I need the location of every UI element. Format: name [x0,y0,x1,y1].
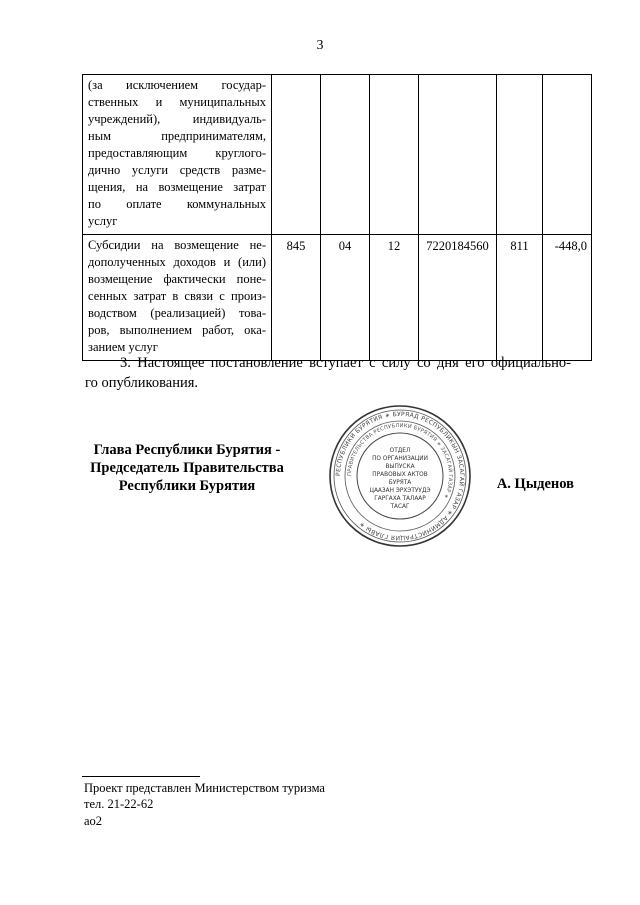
table-cell-target-item: 7220184560 [419,235,497,361]
table-cell-description [83,75,272,235]
table-cell-line: Субсидии на возмещение не- [88,238,266,252]
table-cell-target-item [419,75,497,235]
seal-ring-lettering: ПРАВИТЕЛЬСТВА РЕСПУБЛИКИ БУРЯТИЯ ∗ ЗАСАГАЙ ГАЗАР ∗ [346,422,454,500]
table-cell-line: ным предпринимателям, [88,129,266,143]
table-cell-subsection [370,75,419,235]
table-cell-amount: -448,0 [543,235,592,361]
document-code: ао2 [84,814,103,828]
table-cell-line: возмещение фактически поне- [88,272,266,286]
seal-center-line: ВЫПУСКА [385,464,415,470]
table-cell-subsection: 12 [370,235,419,361]
table-cell-amount [543,75,592,235]
page-number: 3 [316,38,324,53]
seal-center-line: ПРАВОВЫХ АКТОВ [372,472,428,478]
seal-center-line: ЦААЗАН ЭРХЭТУУДЭ [369,488,431,494]
seal-center-line: ТАСАГ [390,504,410,510]
table-row [83,75,592,235]
table-cell-expense-type: 811 [497,235,543,361]
table-cell-line: сенных затрат в связи с произ- [88,289,266,303]
signer-title-line: Республики Бурятия [118,478,256,494]
footnote-line: Проект представлен Министерством туризма [84,781,325,795]
seal-ring-lettering: РЕСПУБЛИКИ БУРЯТИЯ ∗ БУРЯАД РЕСПУБЛИКЫН ЗАСАГАЙ ГАЗАР ∗ АДМИНИСТРАЦИЯ ГЛАВЫ ∗ [334,410,466,542]
signer-title [82,441,292,495]
seal-center-line: ОТДЕЛ [389,448,411,454]
table-cell-line: по оплате коммунальных [88,197,266,211]
signer-name: А. Цыденов [496,476,574,492]
decree-paragraph-line: 3. Настоящее постановление вступает с силу со дня его официально- [120,355,571,371]
seal-center-line: ПО ОРГАНИЗАЦИИ [372,456,428,462]
table-cell-section [321,75,370,235]
table-cell-line: занием услуг [88,340,158,354]
table-cell-section: 04 [321,235,370,361]
table-cell-ministry [272,75,321,235]
footnote-line: тел. 21-22-62 [84,797,154,811]
table-cell-line: ственных и муниципальных [88,95,266,109]
decree-paragraph-line: го опубликования. [85,375,199,391]
footnote-divider [82,776,200,777]
table-cell-line: щения, на возмещение затрат [88,180,266,194]
table-cell-line: ров, выполнением работ, ока- [88,323,266,337]
table-cell-description [83,235,272,361]
official-seal [328,404,472,548]
table-cell-expense-type [497,75,543,235]
table-cell-line: водством (реализацией) това- [88,306,266,320]
footnote [84,780,325,812]
table-cell-line: (за исключением государ- [88,78,266,92]
table-cell-line: учреждений), индивидуаль- [88,112,266,126]
seal-center-line: БУРЯТА [388,480,412,486]
budget-table [82,74,592,361]
table-cell-line: дично услуги средств разме- [88,163,266,177]
signer-title-line: Глава Республики Бурятия - [93,442,281,458]
seal-center-text [369,448,430,510]
table-cell-ministry: 845 [272,235,321,361]
seal-center-line: ГАРГАХА ТАЛААР [374,496,426,502]
table-cell-line: предоставляющим круглого- [88,146,266,160]
signer-title-line: Председатель Правительства [90,460,284,476]
table-cell-line: дополученных доходов и (или) [88,255,266,269]
table-row [83,235,592,361]
table-cell-line: услуг [88,214,118,228]
decree-paragraph [85,353,571,393]
